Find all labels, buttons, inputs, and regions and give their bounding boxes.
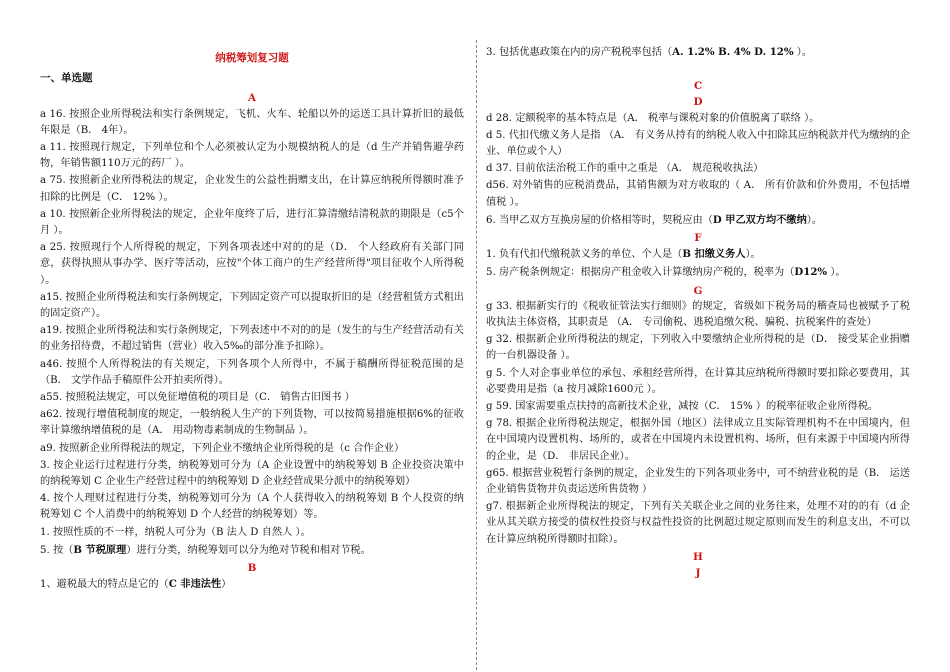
- letter-heading: H: [693, 550, 703, 563]
- letter-heading: A: [248, 92, 256, 105]
- question-item: [486, 212, 910, 229]
- question-item: a 75. 按照新企业所得税法的规定，企业发生的公益性捐赠支出，在计算应纳税所得额时准予扣除的比例是（C． 12% ）。: [40, 175, 464, 203]
- question-item: 3. 按企业运行过程进行分类，纳税筹划可分为（A 企业设置中的纳税筹划 B 企业投资决策中的纳税筹划 C 企业生产经营过程中的纳税筹划 D 企业经营成果分派中的纳税筹划）: [40, 459, 464, 488]
- question-item: [486, 264, 910, 281]
- question-item: d56. 对外销售的应税消费品，其销售额为对方收取的（ A． 所有价款和价外费用，不包括增值税 ）。: [486, 180, 910, 208]
- question-text-tail: ）进行分类，纳税筹划可以分为绝对节税和相对节税。: [126, 544, 371, 556]
- answer-text: C 非违法性: [168, 578, 222, 591]
- question-item: a15. 按照企业所得税法和实行条例规定，下列固定资产可以提取折旧的是（经营租赁方式租出的固定资产）。: [40, 291, 464, 320]
- question-item: a 16. 按照企业所得税法和实行条例规定，飞机、火车、轮船以外的运送工具计算折旧的最低年限是（B． 4年）。: [40, 108, 464, 136]
- question-item: a62. 按现行增值税制度的规定，一般纳税人生产的下列货物，可以按简易措施根据6%的征收率计算缴纳增值税的是（A． 用动物毒素制成的生物制品 ）。: [40, 409, 464, 437]
- letter-heading: C: [693, 80, 703, 93]
- question-text: 1. 负有代扣代缴税款义务的单位、个人是（: [486, 249, 683, 261]
- question-item: g 33. 根据新实行的《税收征管法实行细则》的规定，省级如下税务局的稽查局也被赋予了税收执法主体资格，其职责是 （A． 专司偷税、逃税追缴欠税、骗税、抗税案件的查处）: [486, 300, 910, 329]
- letter-heading: G: [693, 284, 703, 297]
- letter-heading: D: [693, 96, 703, 109]
- question-item: a 10. 按照新企业所得税法的规定，企业年度终了后，进行汇算清缴结清税款的期限是（c5个月 ）。: [40, 208, 464, 237]
- answer-text: B 节税原理: [73, 543, 127, 556]
- question-item: 4. 按个人理财过程进行分类，纳税筹划可分为（A 个人获得收入的纳税筹划 B 个人投资的纳税筹划 C 个人消费中的纳税筹划 D 个人经营的纳税筹划）等。: [40, 493, 464, 521]
- question-item: [40, 542, 464, 559]
- question-item: 1. 按照性质的不一样，纳税人可分为（B 法人 D 自然人 ）。: [40, 526, 311, 538]
- question-text-tail: ）。: [793, 47, 813, 58]
- question-item: g65. 根据营业税暂行条例的规定，企业发生的下列各项业务中，可不纳营业税的是（B． 运送企业销售货物并负责运送所售货物 ）: [486, 467, 910, 496]
- question-text: 5. 房产税条例规定：根据房产租金收入计算缴纳房产税的，税率为（: [486, 267, 795, 279]
- question-item: d 28. 定额税率的基本特点是（A． 税率与课税对象的价值脱离了联络 ）。: [486, 112, 820, 124]
- question-item: a46. 按照个人所得税法的有关规定，下列各项个人所得中，不属于稿酬所得征税范围的是（B． 文学作品手稿原件公开拍卖所得）。: [40, 358, 464, 386]
- question-text-tail: ）: [221, 579, 232, 591]
- question-item: g 78. 根据企业所得税法规定，根据外国（地区）法律成立且实际管理机构不在中国境内，但在中国境内设置机构、场所的，或者在中国境内未设置机构、场所，但有来源于中国境内所得的企业，是（D． 非居民企业）。: [486, 418, 910, 462]
- question-item: a55. 按照税法规定，可以免征增值税的项目是（C． 销售古旧图书 ）: [40, 392, 355, 404]
- section-heading: 一、单选题: [40, 72, 93, 85]
- letter-heading: F: [694, 232, 702, 245]
- letter-heading: B: [247, 562, 257, 575]
- question-item: [486, 246, 910, 263]
- letter-heading: J: [695, 567, 701, 580]
- right-column: [486, 44, 910, 581]
- question-item: d 5. 代扣代缴义务人是指 （A． 有义务从持有的纳税人收入中扣除其应纳税款并代为缴纳的企业、单位或个人）: [486, 129, 910, 158]
- question-text: 3. 包括优惠政策在内的房产税税率包括（: [486, 47, 673, 58]
- column-divider: [476, 40, 477, 670]
- question-item: a19. 按照企业所得税法和实行条例规定，下列表述中不对的的是（发生的与生产经营活动有关的业务招待费，不超过销售（营业）收入5‰的部分准予扣除）。: [40, 325, 464, 353]
- spacer: [486, 62, 910, 78]
- document-title: 纳税筹划复习题: [215, 52, 289, 64]
- question-text-tail: ）。: [827, 267, 846, 279]
- question-text: 5. 按（: [40, 544, 74, 556]
- question-item: [486, 44, 910, 61]
- question-text: 6. 当甲乙双方互换房屋的价格相等时，契税应由（: [486, 214, 713, 226]
- answer-text: D12%: [794, 266, 828, 279]
- question-text-tail: ）。: [806, 214, 823, 226]
- question-item: g7. 根据新企业所得税法的规定，下列有关关联企业之间的业务往来，处理不对的的有（d 企业从其关联方接受的债权性投资与权益性投资的比例超过规定原则而发生的利息支出，不可以在计算应纳税所得额时扣除）。: [486, 501, 910, 545]
- question-item: a9. 按照新企业所得税法的规定，下列企业不缴纳企业所得税的是（c 合作企业）: [40, 442, 405, 454]
- question-text: 1、避税最大的特点是它的（: [40, 579, 169, 591]
- question-text-tail: ）。: [745, 249, 761, 261]
- question-item: [40, 576, 464, 593]
- question-item: d 37. 目前依法治税工作的重中之重是 （A． 规范税收执法）: [486, 163, 764, 175]
- answer-text: A. 1.2% B. 4% D. 12%: [672, 46, 794, 58]
- question-item: a 25. 按照现行个人所得税的规定，下列各项表述中对的的是（D． 个人经政府有关部门同意，获得执照从事办学、医疗等活动，应按"个体工商户的生产经营所得"项目征收个人所得税 ）。: [40, 242, 464, 286]
- answer-text: B 扣缴义务人: [682, 248, 746, 261]
- question-item: g 32. 根据新企业所得税法的规定，下列收入中要缴纳企业所得税的是（D． 接受某企业捐赠的一台机器设备 ）。: [486, 334, 910, 362]
- left-column: [40, 44, 464, 595]
- answer-text: D 甲乙双方均不缴纳: [712, 213, 807, 226]
- question-item: g 5. 个人对企事业单位的承包、承租经营所得，在计算其应纳税所得额时要扣除必要费用，其必要费用是指（a 按月减除1600元 ）。: [486, 367, 910, 395]
- question-item: g 59. 国家需要重点扶持的高新技术企业，减按（C． 15% ）的税率征收企业所得税。: [486, 401, 879, 413]
- question-item: a 11. 按照现行规定，下列单位和个人必须被认定为小规模纳税人的是（d 生产并销售避孕药物，年销售额110万元的药厂 ）。: [40, 142, 464, 170]
